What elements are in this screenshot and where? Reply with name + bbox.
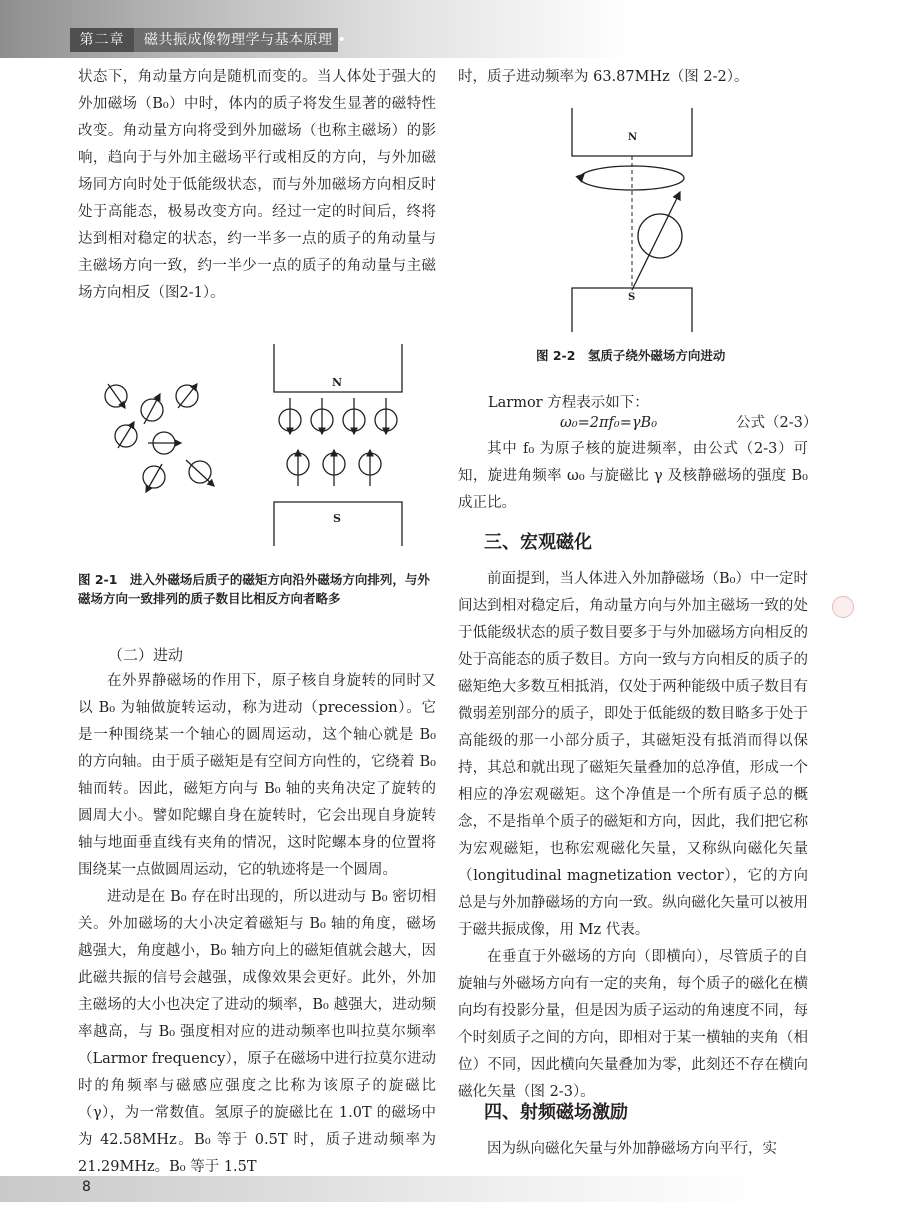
paragraph-continued: 时，质子进动频率为 63.87MHz（图 2-2）。 <box>458 69 749 85</box>
section-heading-macro-magnetization: 三、宏观磁化 <box>484 532 592 553</box>
section-heading-rf-excitation: 四、射频磁场激励 <box>484 1102 628 1123</box>
paragraph-macro-magnetization: 前面提到，当人体进入外加静磁场（B₀）中一定时间达到相对稳定后，角动量方向与外加主磁场一致的处于低能级状态的质子数目要多于与外加磁场方向相反的处于高能态的质子数目。方向一致与方向相反的质子的磁矩绝大多数互相抵消，仅处于两种能级中质子数目有微弱差别部分的质子，即处于低能级的数目略多于处于高能级的那一小部分质子，其磁矩没有抵消而得以保持，其总和就出现了磁矩矢量叠加的总净值，形成一个相应的净宏观磁矩。这个净值是一个所有质子总的概念，不是指单个质子的磁矩和方向，因此，我们把它称为宏观磁矩，也称宏观磁化矢量，又称纵向磁化矢量（longitudinal magnetization vector），它的方向总是与外加静磁场的方向一致。纵向磁化矢量可以被用于磁共振成像，用 Mz 代表。 <box>458 571 808 938</box>
figure-2-2 <box>560 104 710 334</box>
right-column-mid <box>458 436 808 517</box>
formula-label: 公式（2-3） <box>736 415 818 431</box>
magnet-north-label-2: N <box>628 132 638 143</box>
paragraph-rf-excitation: 因为纵向磁化矢量与外加静磁场方向平行，实 <box>487 1141 777 1157</box>
left-column-lower <box>78 668 436 1181</box>
random-proton <box>186 460 214 486</box>
magnet-north-label: N <box>332 376 343 389</box>
magnet-south-label: S <box>333 512 341 525</box>
larmor-intro: Larmor 方程表示如下： <box>488 395 649 411</box>
paragraph-precession: 在外界静磁场的作用下，原子核自身旋转的同时又以 B₀ 为轴做旋转运动，称为进动（precession）。它是一种围绕某一个轴心的圆周运动，这个轴心就是 B₀ 的方向轴。由于质子磁矩是有空间方向性的，它绕着 B₀ 轴而转。因此，磁矩方向与 B₀ 轴的夹角决定了旋转的圆周大小。譬如陀螺自身在旋转时，它会出现自身旋转轴与地面垂直线有夹角的情况，这时陀螺本身的位置将围绕某一点做圆周运动，它的轨迹将是一个圆周。 <box>78 673 436 878</box>
right-column-sec4 <box>458 1136 808 1163</box>
right-column-sec3 <box>458 566 808 1106</box>
random-proton <box>143 464 165 492</box>
magnet-south-label-2: S <box>628 292 636 303</box>
random-proton <box>115 422 137 448</box>
chapter-title: 磁共振成像物理学与基本原理 • <box>144 32 347 48</box>
figure-2-2-caption: 图 2-2 氢质子绕外磁场方向进动 <box>536 348 726 363</box>
figure-2-1 <box>78 340 438 550</box>
subsection-heading-precession: （二）进动 <box>108 646 184 664</box>
paragraph-equation-explanation: 其中 f₀ 为原子核的旋进频率，由公式（2-3）可知，旋进角频率 ω₀ 与旋磁比 γ 及核静磁场的强度 B₀ 成正比。 <box>458 441 808 511</box>
page-number: 8 <box>82 1179 91 1195</box>
random-proton <box>105 384 127 408</box>
random-proton <box>148 432 181 454</box>
right-column-top <box>458 64 808 91</box>
page-footer <box>0 1176 900 1202</box>
side-marker-icon <box>832 596 854 618</box>
figure-2-1-caption: 图 2-1 进入外磁场后质子的磁矩方向沿外磁场方向排列，与外磁场方向一致排列的质子数目比相反方向者略多 <box>78 572 430 606</box>
larmor-equation: ω₀=2πf₀=γB₀ <box>560 415 658 431</box>
chapter-label: 第二章 <box>70 28 134 52</box>
paragraph-transverse: 在垂直于外磁场的方向（即横向），尽管质子的自旋轴与外磁场方向有一定的夹角，每个质子的磁化在横向均有投影分量，但是因为质子运动的角速度不同，每个时刻质子之间的方向，即相对于某一横轴的夹角（相位）不同，因此横向矢量叠加为零，此刻还不存在横向磁化矢量（图 2-3）。 <box>458 949 808 1100</box>
paragraph-intro: 状态下，角动量方向是随机而变的。当人体处于强大的外加磁场（B₀）中时，体内的质子将发生显著的磁特性改变。角动量方向将受到外加磁场（也称主磁场）的影响，趋向于与外加主磁场平行或相反的方向，与外加磁场同方向时处于低能级状态，而与外加磁场方向相反时处于高能态，极易改变方向。经过一定的时间后，终将达到相对稳定的状态，约一半多一点的质子的角动量与主磁场方向一致，约一半少一点的质子的角动量与主磁场方向相反（图2-1）。 <box>78 69 436 301</box>
random-proton <box>141 394 163 424</box>
page-header <box>0 0 900 58</box>
left-column <box>78 64 436 307</box>
figure-2-1-drawing <box>78 340 438 550</box>
paragraph-larmor-frequency: 进动是在 B₀ 存在时出现的，所以进动与 B₀ 密切相关。外加磁场的大小决定着磁矩与 B₀ 轴的角度，磁场越强大，角度越小，B₀ 轴方向上的磁矩值就会越大，因此磁共振的信号会越强，成像效果会更好。此外，外加主磁场的大小也决定了进动的频率，B₀ 越强大，进动频率越高，与 B₀ 强度相对应的进动频率也叫拉莫尔频率（Larmor frequency），原子在磁场中进行拉莫尔进动时的角频率与磁感应强度之比称为该原子的旋磁比（γ），为一常数值。氢原子的旋磁比在 1.0T 的磁场中为 42.58MHz。B₀ 等于 0.5T 时，质子进动频率为 21.29MHz。B₀ 等于 1.5T <box>78 889 436 1175</box>
random-proton <box>176 384 198 408</box>
